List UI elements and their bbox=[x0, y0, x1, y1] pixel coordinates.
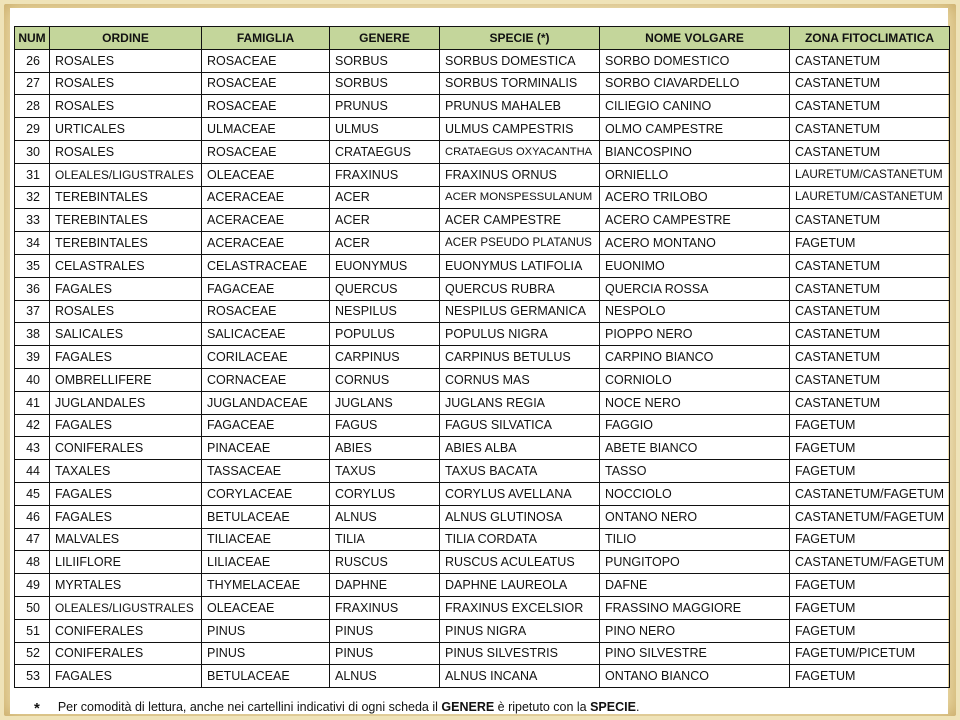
cell-num: 26 bbox=[15, 49, 50, 72]
cell-genere: TAXUS bbox=[330, 460, 440, 483]
cell-specie: ALNUS GLUTINOSA bbox=[440, 505, 600, 528]
table-row bbox=[15, 574, 950, 597]
cell-ordine: ROSALES bbox=[50, 72, 202, 95]
header-ordine: ORDINE bbox=[50, 27, 202, 50]
table-row bbox=[15, 414, 950, 437]
cell-zona-fitoclimatica: CASTANETUM bbox=[790, 346, 950, 369]
table-row bbox=[15, 163, 950, 186]
cell-num: 38 bbox=[15, 323, 50, 346]
cell-ordine: FAGALES bbox=[50, 482, 202, 505]
cell-specie: CORYLUS AVELLANA bbox=[440, 482, 600, 505]
cell-specie: SORBUS TORMINALIS bbox=[440, 72, 600, 95]
cell-famiglia: CORYLACEAE bbox=[202, 482, 330, 505]
cell-num: 53 bbox=[15, 665, 50, 688]
header-nome-volgare: NOME VOLGARE bbox=[600, 27, 790, 50]
cell-genere: FRAXINUS bbox=[330, 163, 440, 186]
cell-famiglia: BETULACEAE bbox=[202, 505, 330, 528]
cell-ordine: ROSALES bbox=[50, 95, 202, 118]
cell-genere: QUERCUS bbox=[330, 277, 440, 300]
cell-specie: FRAXINUS ORNUS bbox=[440, 163, 600, 186]
cell-zona-fitoclimatica: FAGETUM/PICETUM bbox=[790, 642, 950, 665]
cell-ordine: TEREBINTALES bbox=[50, 232, 202, 255]
cell-num: 36 bbox=[15, 277, 50, 300]
cell-num: 49 bbox=[15, 574, 50, 597]
cell-zona-fitoclimatica: CASTANETUM bbox=[790, 254, 950, 277]
table-body bbox=[15, 49, 950, 687]
cell-zona-fitoclimatica: CASTANETUM bbox=[790, 209, 950, 232]
table-row bbox=[15, 186, 950, 209]
cell-num: 52 bbox=[15, 642, 50, 665]
cell-specie: EUONYMUS LATIFOLIA bbox=[440, 254, 600, 277]
cell-genere: FAGUS bbox=[330, 414, 440, 437]
cell-ordine: LILIIFLORE bbox=[50, 551, 202, 574]
cell-nome-volgare: DAFNE bbox=[600, 574, 790, 597]
cell-specie: PINUS SILVESTRIS bbox=[440, 642, 600, 665]
cell-ordine: FAGALES bbox=[50, 665, 202, 688]
cell-specie: PRUNUS MAHALEB bbox=[440, 95, 600, 118]
cell-genere: ULMUS bbox=[330, 118, 440, 141]
cell-nome-volgare: OLMO CAMPESTRE bbox=[600, 118, 790, 141]
cell-famiglia: ROSACEAE bbox=[202, 95, 330, 118]
cell-zona-fitoclimatica: FAGETUM bbox=[790, 460, 950, 483]
cell-zona-fitoclimatica: CASTANETUM bbox=[790, 140, 950, 163]
table-row bbox=[15, 140, 950, 163]
cell-num: 41 bbox=[15, 391, 50, 414]
cell-ordine: FAGALES bbox=[50, 505, 202, 528]
cell-specie: ABIES ALBA bbox=[440, 437, 600, 460]
cell-ordine: MYRTALES bbox=[50, 574, 202, 597]
cell-famiglia: OLEACEAE bbox=[202, 596, 330, 619]
cell-ordine: ROSALES bbox=[50, 140, 202, 163]
cell-genere: SORBUS bbox=[330, 72, 440, 95]
cell-num: 50 bbox=[15, 596, 50, 619]
cell-num: 47 bbox=[15, 528, 50, 551]
cell-ordine: CONIFERALES bbox=[50, 642, 202, 665]
cell-ordine: FAGALES bbox=[50, 414, 202, 437]
cell-famiglia: ACERACEAE bbox=[202, 186, 330, 209]
cell-nome-volgare: TASSO bbox=[600, 460, 790, 483]
cell-num: 37 bbox=[15, 300, 50, 323]
cell-famiglia: PINACEAE bbox=[202, 437, 330, 460]
table-row bbox=[15, 460, 950, 483]
cell-ordine: TEREBINTALES bbox=[50, 186, 202, 209]
table-row bbox=[15, 209, 950, 232]
header-famiglia: FAMIGLIA bbox=[202, 27, 330, 50]
document-sheet bbox=[10, 8, 948, 717]
cell-famiglia: LILIACEAE bbox=[202, 551, 330, 574]
cell-ordine: JUGLANDALES bbox=[50, 391, 202, 414]
cell-num: 29 bbox=[15, 118, 50, 141]
cell-specie: ALNUS INCANA bbox=[440, 665, 600, 688]
cell-genere: TILIA bbox=[330, 528, 440, 551]
cell-nome-volgare: ORNIELLO bbox=[600, 163, 790, 186]
table-row bbox=[15, 551, 950, 574]
table-row bbox=[15, 49, 950, 72]
cell-genere: NESPILUS bbox=[330, 300, 440, 323]
cell-zona-fitoclimatica: CASTANETUM bbox=[790, 118, 950, 141]
species-table bbox=[14, 26, 950, 688]
table-row bbox=[15, 437, 950, 460]
cell-famiglia: PINUS bbox=[202, 642, 330, 665]
cell-zona-fitoclimatica: FAGETUM bbox=[790, 232, 950, 255]
footnote-marker: * bbox=[34, 700, 40, 717]
cell-zona-fitoclimatica: CASTANETUM bbox=[790, 95, 950, 118]
cell-genere: POPULUS bbox=[330, 323, 440, 346]
cell-genere: ALNUS bbox=[330, 665, 440, 688]
cell-zona-fitoclimatica: CASTANETUM/FAGETUM bbox=[790, 482, 950, 505]
cell-nome-volgare: NOCCIOLO bbox=[600, 482, 790, 505]
cell-zona-fitoclimatica: FAGETUM bbox=[790, 528, 950, 551]
cell-ordine: SALICALES bbox=[50, 323, 202, 346]
cell-famiglia: OLEACEAE bbox=[202, 163, 330, 186]
cell-nome-volgare: PIOPPO NERO bbox=[600, 323, 790, 346]
cell-zona-fitoclimatica: FAGETUM bbox=[790, 437, 950, 460]
cell-famiglia: ROSACEAE bbox=[202, 72, 330, 95]
cell-num: 43 bbox=[15, 437, 50, 460]
cell-genere: PRUNUS bbox=[330, 95, 440, 118]
cell-zona-fitoclimatica: FAGETUM bbox=[790, 574, 950, 597]
table-row bbox=[15, 323, 950, 346]
table-header-row bbox=[15, 27, 950, 50]
cell-num: 48 bbox=[15, 551, 50, 574]
cell-famiglia: ACERACEAE bbox=[202, 209, 330, 232]
cell-nome-volgare: PUNGITOPO bbox=[600, 551, 790, 574]
footnote-bold-genere: GENERE bbox=[441, 700, 495, 714]
table-row bbox=[15, 300, 950, 323]
cell-famiglia: ULMACEAE bbox=[202, 118, 330, 141]
cell-famiglia: FAGACEAE bbox=[202, 414, 330, 437]
cell-genere: SORBUS bbox=[330, 49, 440, 72]
cell-specie: NESPILUS GERMANICA bbox=[440, 300, 600, 323]
cell-ordine: ROSALES bbox=[50, 49, 202, 72]
cell-num: 34 bbox=[15, 232, 50, 255]
cell-num: 42 bbox=[15, 414, 50, 437]
table-row bbox=[15, 482, 950, 505]
cell-genere: ACER bbox=[330, 209, 440, 232]
cell-zona-fitoclimatica: CASTANETUM bbox=[790, 323, 950, 346]
table-row bbox=[15, 619, 950, 642]
cell-nome-volgare: SORBO DOMESTICO bbox=[600, 49, 790, 72]
cell-nome-volgare: ACERO MONTANO bbox=[600, 232, 790, 255]
table-row bbox=[15, 277, 950, 300]
cell-nome-volgare: ONTANO NERO bbox=[600, 505, 790, 528]
cell-famiglia: CELASTRACEAE bbox=[202, 254, 330, 277]
table-row bbox=[15, 254, 950, 277]
cell-specie: POPULUS NIGRA bbox=[440, 323, 600, 346]
cell-specie: ULMUS CAMPESTRIS bbox=[440, 118, 600, 141]
cell-ordine: MALVALES bbox=[50, 528, 202, 551]
cell-nome-volgare: FRASSINO MAGGIORE bbox=[600, 596, 790, 619]
cell-genere: PINUS bbox=[330, 619, 440, 642]
cell-genere: FRAXINUS bbox=[330, 596, 440, 619]
cell-ordine: OLEALES/LIGUSTRALES bbox=[50, 596, 202, 619]
header-num: NUM bbox=[15, 27, 50, 50]
cell-specie: DAPHNE LAUREOLA bbox=[440, 574, 600, 597]
cell-specie: SORBUS DOMESTICA bbox=[440, 49, 600, 72]
cell-num: 30 bbox=[15, 140, 50, 163]
footnote-text-after: . bbox=[635, 700, 640, 714]
table-row bbox=[15, 642, 950, 665]
footnote-text-middle: è ripetuto con la bbox=[494, 700, 591, 714]
cell-famiglia: FAGACEAE bbox=[202, 277, 330, 300]
cell-specie: QUERCUS RUBRA bbox=[440, 277, 600, 300]
footnote-text-before: Per comodità di lettura, anche nei cartellini indicativi di ogni scheda il bbox=[57, 700, 442, 714]
cell-specie: CORNUS MAS bbox=[440, 368, 600, 391]
cell-ordine: CELASTRALES bbox=[50, 254, 202, 277]
cell-nome-volgare: ACERO CAMPESTRE bbox=[600, 209, 790, 232]
cell-specie: TILIA CORDATA bbox=[440, 528, 600, 551]
cell-num: 31 bbox=[15, 163, 50, 186]
cell-genere: CORNUS bbox=[330, 368, 440, 391]
cell-nome-volgare: BIANCOSPINO bbox=[600, 140, 790, 163]
cell-zona-fitoclimatica: CASTANETUM/FAGETUM bbox=[790, 551, 950, 574]
cell-nome-volgare: ACERO TRILOBO bbox=[600, 186, 790, 209]
table-row bbox=[15, 596, 950, 619]
cell-specie: RUSCUS ACULEATUS bbox=[440, 551, 600, 574]
cell-genere: CARPINUS bbox=[330, 346, 440, 369]
cell-nome-volgare: EUONIMO bbox=[600, 254, 790, 277]
cell-famiglia: TASSACEAE bbox=[202, 460, 330, 483]
footnote-bold-specie: SPECIE bbox=[590, 700, 636, 714]
header-genere: GENERE bbox=[330, 27, 440, 50]
cell-zona-fitoclimatica: FAGETUM bbox=[790, 665, 950, 688]
cell-genere: ACER bbox=[330, 232, 440, 255]
cell-ordine: OLEALES/LIGUSTRALES bbox=[50, 163, 202, 186]
cell-specie: CARPINUS BETULUS bbox=[440, 346, 600, 369]
cell-ordine: OMBRELLIFERE bbox=[50, 368, 202, 391]
cell-num: 51 bbox=[15, 619, 50, 642]
cell-genere: PINUS bbox=[330, 642, 440, 665]
cell-genere: DAPHNE bbox=[330, 574, 440, 597]
cell-genere: ACER bbox=[330, 186, 440, 209]
table-row bbox=[15, 528, 950, 551]
cell-zona-fitoclimatica: CASTANETUM bbox=[790, 277, 950, 300]
cell-specie: ACER PSEUDO PLATANUS bbox=[440, 232, 600, 255]
cell-ordine: URTICALES bbox=[50, 118, 202, 141]
table-row bbox=[15, 368, 950, 391]
cell-num: 40 bbox=[15, 368, 50, 391]
cell-nome-volgare: CARPINO BIANCO bbox=[600, 346, 790, 369]
cell-zona-fitoclimatica: LAURETUM/CASTANETUM bbox=[790, 186, 950, 209]
header-specie: SPECIE (*) bbox=[440, 27, 600, 50]
table-row bbox=[15, 391, 950, 414]
cell-nome-volgare: SORBO CIAVARDELLO bbox=[600, 72, 790, 95]
cell-specie: CRATAEGUS OXYACANTHA bbox=[440, 140, 600, 163]
cell-num: 44 bbox=[15, 460, 50, 483]
cell-zona-fitoclimatica: CASTANETUM bbox=[790, 300, 950, 323]
cell-zona-fitoclimatica: FAGETUM bbox=[790, 596, 950, 619]
cell-num: 32 bbox=[15, 186, 50, 209]
table-row bbox=[15, 72, 950, 95]
cell-num: 28 bbox=[15, 95, 50, 118]
cell-nome-volgare: TILIO bbox=[600, 528, 790, 551]
cell-famiglia: CORNACEAE bbox=[202, 368, 330, 391]
table-row bbox=[15, 232, 950, 255]
cell-nome-volgare: NESPOLO bbox=[600, 300, 790, 323]
cell-ordine: TEREBINTALES bbox=[50, 209, 202, 232]
cell-nome-volgare: PINO NERO bbox=[600, 619, 790, 642]
cell-famiglia: THYMELACEAE bbox=[202, 574, 330, 597]
cell-specie: FAGUS SILVATICA bbox=[440, 414, 600, 437]
footnote bbox=[34, 698, 639, 715]
cell-famiglia: SALICACEAE bbox=[202, 323, 330, 346]
cell-genere: JUGLANS bbox=[330, 391, 440, 414]
header-zona-fitoclimatica: ZONA FITOCLIMATICA bbox=[790, 27, 950, 50]
cell-famiglia: ROSACEAE bbox=[202, 49, 330, 72]
table-row bbox=[15, 505, 950, 528]
cell-famiglia: ROSACEAE bbox=[202, 140, 330, 163]
cell-zona-fitoclimatica: CASTANETUM bbox=[790, 391, 950, 414]
cell-zona-fitoclimatica: CASTANETUM bbox=[790, 49, 950, 72]
cell-nome-volgare: PINO SILVESTRE bbox=[600, 642, 790, 665]
cell-famiglia: ROSACEAE bbox=[202, 300, 330, 323]
cell-num: 35 bbox=[15, 254, 50, 277]
cell-zona-fitoclimatica: CASTANETUM/FAGETUM bbox=[790, 505, 950, 528]
cell-famiglia: BETULACEAE bbox=[202, 665, 330, 688]
cell-specie: PINUS NIGRA bbox=[440, 619, 600, 642]
cell-genere: ABIES bbox=[330, 437, 440, 460]
cell-nome-volgare: ONTANO BIANCO bbox=[600, 665, 790, 688]
cell-zona-fitoclimatica: CASTANETUM bbox=[790, 72, 950, 95]
cell-zona-fitoclimatica: CASTANETUM bbox=[790, 368, 950, 391]
cell-ordine: TAXALES bbox=[50, 460, 202, 483]
cell-famiglia: ACERACEAE bbox=[202, 232, 330, 255]
cell-ordine: CONIFERALES bbox=[50, 437, 202, 460]
cell-ordine: FAGALES bbox=[50, 346, 202, 369]
cell-nome-volgare: CILIEGIO CANINO bbox=[600, 95, 790, 118]
cell-genere: CORYLUS bbox=[330, 482, 440, 505]
cell-specie: TAXUS BACATA bbox=[440, 460, 600, 483]
cell-num: 46 bbox=[15, 505, 50, 528]
slide-frame bbox=[4, 4, 956, 716]
cell-zona-fitoclimatica: FAGETUM bbox=[790, 414, 950, 437]
cell-specie: FRAXINUS EXCELSIOR bbox=[440, 596, 600, 619]
cell-specie: ACER MONSPESSULANUM bbox=[440, 186, 600, 209]
cell-genere: CRATAEGUS bbox=[330, 140, 440, 163]
table-row bbox=[15, 118, 950, 141]
cell-num: 45 bbox=[15, 482, 50, 505]
cell-nome-volgare: QUERCIA ROSSA bbox=[600, 277, 790, 300]
cell-num: 27 bbox=[15, 72, 50, 95]
cell-nome-volgare: NOCE NERO bbox=[600, 391, 790, 414]
table-row bbox=[15, 346, 950, 369]
table-row bbox=[15, 95, 950, 118]
cell-specie: JUGLANS REGIA bbox=[440, 391, 600, 414]
cell-zona-fitoclimatica: FAGETUM bbox=[790, 619, 950, 642]
cell-famiglia: PINUS bbox=[202, 619, 330, 642]
table-row bbox=[15, 665, 950, 688]
cell-ordine: CONIFERALES bbox=[50, 619, 202, 642]
cell-genere: ALNUS bbox=[330, 505, 440, 528]
cell-ordine: FAGALES bbox=[50, 277, 202, 300]
cell-num: 39 bbox=[15, 346, 50, 369]
cell-genere: EUONYMUS bbox=[330, 254, 440, 277]
cell-zona-fitoclimatica: LAURETUM/CASTANETUM bbox=[790, 163, 950, 186]
cell-nome-volgare: CORNIOLO bbox=[600, 368, 790, 391]
cell-genere: RUSCUS bbox=[330, 551, 440, 574]
cell-famiglia: TILIACEAE bbox=[202, 528, 330, 551]
cell-specie: ACER CAMPESTRE bbox=[440, 209, 600, 232]
cell-ordine: ROSALES bbox=[50, 300, 202, 323]
cell-num: 33 bbox=[15, 209, 50, 232]
cell-famiglia: JUGLANDACEAE bbox=[202, 391, 330, 414]
cell-nome-volgare: FAGGIO bbox=[600, 414, 790, 437]
cell-famiglia: CORILACEAE bbox=[202, 346, 330, 369]
cell-nome-volgare: ABETE BIANCO bbox=[600, 437, 790, 460]
